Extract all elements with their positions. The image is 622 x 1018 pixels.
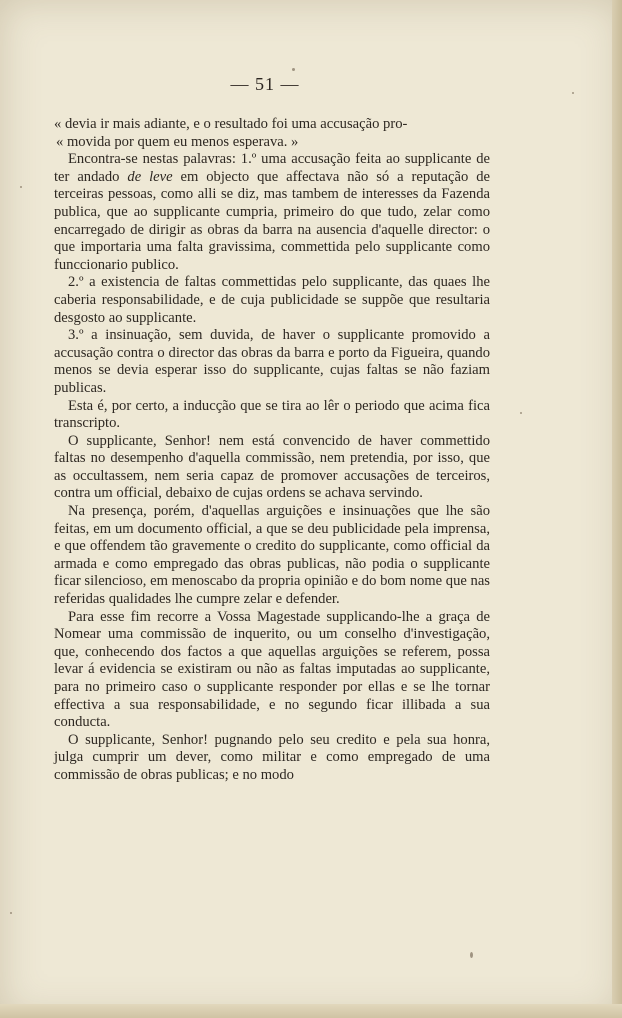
paper-speck [520, 412, 522, 414]
paper-speck [292, 68, 295, 71]
paper-speck [20, 186, 22, 188]
paragraph-2: 2.º a existencia de faltas commettidas pelo supplicante, das quaes lhe caberia responsabilidade, e de cuja publicidade se suppõe que resultaria desgosto ao supplicante. [54, 274, 490, 326]
body-text [54, 116, 490, 785]
paragraph-1-text-a: Encontra-se nestas palavras: 1.º uma accusação feita ao supplicante de ter andado [54, 151, 490, 185]
paragraph-1 [54, 151, 490, 274]
page-edge-bottom [0, 1004, 622, 1018]
quote-line-1: « devia ir mais adiante, e o resultado foi uma accusação pro- [54, 116, 408, 132]
quote-line-2: « movida por quem eu menos esperava. » [56, 133, 299, 150]
paragraph-4: Esta é, por certo, a inducção que se tira ao lêr o periodo que acima fica transcripto. [54, 397, 490, 432]
paragraph-1-italic: de leve [127, 168, 173, 185]
paper-speck [572, 92, 574, 94]
paragraph-8: O supplicante, Senhor! pugnando pelo seu credito e pela sua honra, julga cumprir um dever, como militar e como empregado de uma commissão de obras publicas; e no modo [54, 731, 490, 783]
paper-speck [10, 912, 12, 914]
paper-speck [470, 952, 473, 958]
paragraph-1-text-b: em objecto que affectava não só a reputação de terceiras pessoas, como alli se diz, mas tambem de interesses da Fazenda publica, que ao supplicante cumpria, primeiro do que tudo, zelar como encarregado de dirigir as obras da barra na ausencia d'aquelle director: o que importaria uma falta gravissima, commettida pelo supplicante como funccionario publico. [54, 168, 490, 273]
paragraph-6: Na presença, porém, d'aquellas arguições e insinuações que lhe são feitas, em um documento official, a que se deu publicidade pela imprensa, e que offendem tão gravemente o credito do supplicante, como official da armada e como empregado das obras publicas, não podia o supplicante ficar silencioso, em menoscabo da propria opinião e do bom nome que nas referidas qualidades lhe cumpre zelar e defender. [54, 503, 490, 608]
paragraph-5: O supplicante, Senhor! nem está convencido de haver commettido faltas no desempenho d'aquella commissão, nem pretendia, por isso, que as occultassem, nem seria capaz de promover accusações de terceiros, contra um official, debaixo de cujas ordens se achava servindo. [54, 432, 490, 502]
page-number: — 51 — [230, 74, 300, 94]
paragraph-3: 3.º a insinuação, sem duvida, de haver o supplicante promovido a accusação contra o director das obras da barra e porto da Figueira, quando menos se devia esperar isso do supplicante, cujas faltas se não faziam publicas. [54, 327, 490, 396]
page-edge-right [612, 0, 622, 1018]
paragraph-7: Para esse fim recorre a Vossa Magestade supplicando-lhe a graça de Nomear uma commissão de inquerito, ou um conselho d'investigação, que, conhecendo dos factos a que aquellas arguições se referem, possa levar á evidencia se existiram ou não as faltas imputadas ao supplicante, para no primeiro caso o supplicante responder por ellas e se lhe tornar effectiva a sua responsabilidade, e no segundo ficar illibada a sua conducta. [54, 608, 490, 731]
